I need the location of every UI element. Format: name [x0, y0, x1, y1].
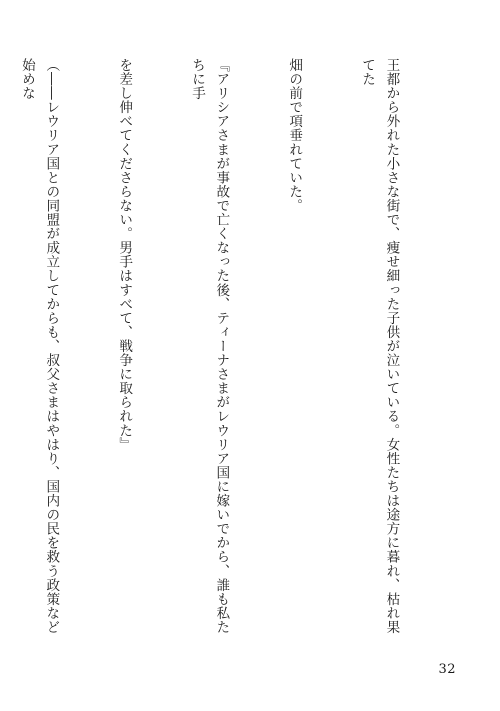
body-text	[0, 58, 452, 646]
page-number: 32	[438, 662, 456, 677]
text-line: を差し伸べてくださらない。男手はすべて、戦争に取られた』	[116, 58, 133, 452]
text-line: 畑の前で項垂れていた。	[286, 58, 303, 213]
text-line: 『アリシアさまが事故で亡くなった後、ティーナさまがレウリア国に嫁いでから、誰も私たちに手	[189, 58, 230, 635]
text-line: （――レウリア国との同盟が成立してからも、叔父さまはやはり、国内の民を救う政策など始めな	[18, 58, 60, 635]
text-line: 王都から外れた小さな街で、痩せ細った子供が泣いている。女性たちは途方に暮れ、枯れ果てた	[359, 58, 400, 635]
